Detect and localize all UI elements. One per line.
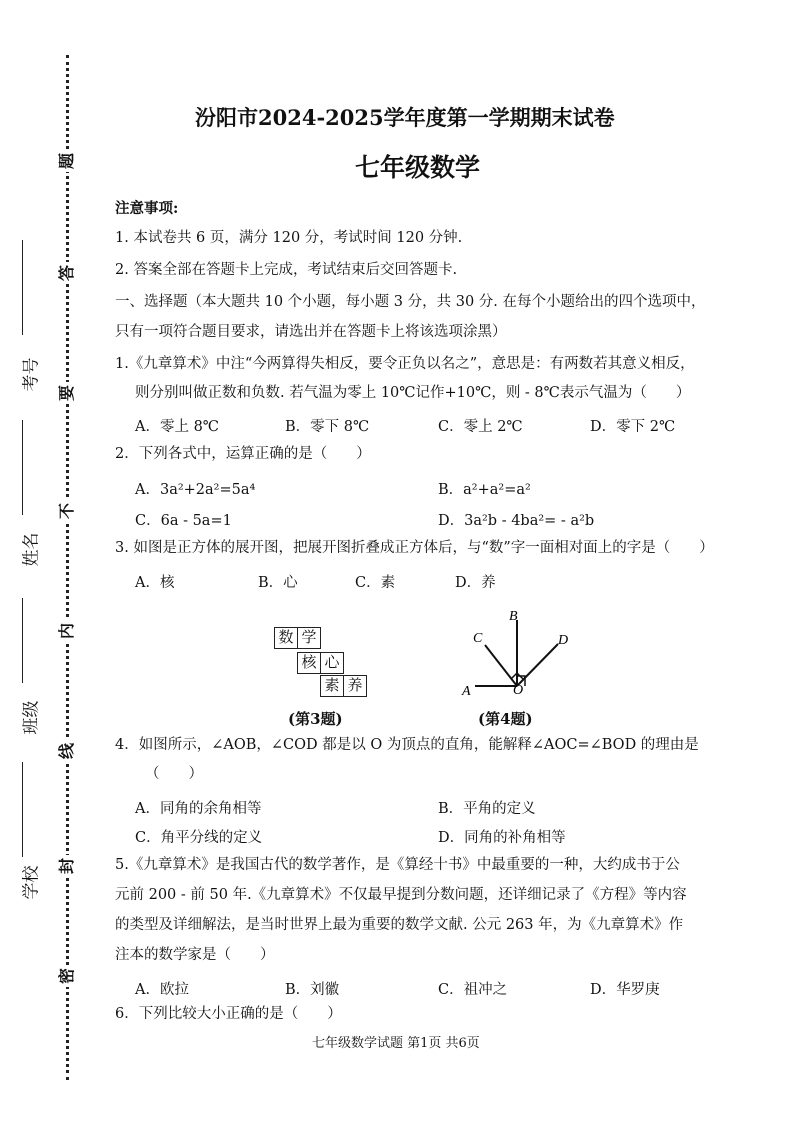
q3-option-c: C．素 <box>355 575 396 591</box>
exam-title: 汾阳市2024-2025学年度第一学期期末试卷 <box>195 105 615 130</box>
note-item: 2. 答案全部在答题卡上完成，考试结束后交回答题卡. <box>115 262 458 278</box>
field-blank <box>22 420 23 515</box>
cube-cell: 数 <box>274 627 298 649</box>
seal-char: 封 <box>56 855 78 877</box>
seal-char: 题 <box>56 150 78 172</box>
ray-oc <box>485 645 517 686</box>
q2-option-b: B．a²+a²=a² <box>438 482 531 498</box>
q2-option-a: A．3a²+2a²=5a⁴ <box>135 482 256 498</box>
field-label-exam-number: 考号 <box>21 357 42 392</box>
cube-cell: 学 <box>297 627 321 649</box>
q4-option-c: C．角平分线的定义 <box>135 830 263 846</box>
field-blank <box>22 598 23 683</box>
q3-option-a: A．核 <box>135 575 175 591</box>
q5-stem-cont: 元前 200 - 前 50 年.《九章算术》不仅最早提到分数问题，还详细记录了《方程》等内容 <box>115 887 687 903</box>
q1-option-a: A．零上 8℃ <box>135 419 220 435</box>
q4-stem: 4．如图所示，∠AOB，∠COD 都是以 O 为顶点的直角，能解释∠AOC=∠BOD 的理由是 <box>115 737 699 753</box>
seal-char: 密 <box>56 965 78 987</box>
page-footer: 七年级数学试题 第1页 共6页 <box>312 1036 480 1051</box>
label-o: O <box>513 683 524 698</box>
angle-figure <box>455 600 585 705</box>
cube-cell: 核 <box>297 652 321 674</box>
q5-stem-cont: 的类型及详细解法，是当时世界上最为重要的数学文献. 公元 263 年，为《九章算术》作 <box>115 917 684 933</box>
q3-option-b: B．心 <box>258 575 298 591</box>
q5-option-b: B．刘徽 <box>285 982 340 998</box>
cube-cell: 养 <box>343 675 367 697</box>
field-label-name: 姓名 <box>21 532 42 567</box>
seal-char: 内 <box>56 620 78 642</box>
field-label-school: 学校 <box>21 865 42 900</box>
q4-stem-cont: （ ） <box>145 766 203 782</box>
cube-cell: 心 <box>320 652 344 674</box>
notes-heading: 注意事项: <box>115 200 179 217</box>
q3-stem: 3. 如图是正方体的展开图，把展开图折叠成正方体后，与“数”字一面相对面上的字是（ ） <box>115 540 714 556</box>
q5-stem: 5.《九章算术》是我国古代的数学著作，是《算经十书》中最重要的一种，大约成书于公 <box>115 857 680 873</box>
cube-cell: 素 <box>320 675 344 697</box>
q3-option-d: D．养 <box>455 575 496 591</box>
q4-option-d: D．同角的补角相等 <box>438 830 566 846</box>
q5-option-d: D．华罗庚 <box>590 982 660 998</box>
exam-subtitle: 七年级数学 <box>355 153 481 182</box>
q6-stem: 6．下列比较大小正确的是（ ） <box>115 1006 342 1022</box>
q5-stem-cont: 注本的数学家是（ ） <box>115 947 275 963</box>
q1-stem-cont: 则分别叫做正数和负数. 若气温为零上 10℃记作+10℃，则 - 8℃表示气温为（ ） <box>135 385 691 401</box>
field-blank <box>22 762 23 857</box>
section-heading-cont: 只有一项符合题目要求，请选出并在答题卡上将该选项涂黑） <box>115 324 507 340</box>
q5-option-c: C．祖冲之 <box>438 982 508 998</box>
q1-option-c: C．零上 2℃ <box>438 419 523 435</box>
seal-char: 不 <box>56 500 78 522</box>
seal-dotted-line <box>66 55 69 1080</box>
section-heading: 一、选择题（本大题共 10 个小题，每小题 3 分，共 30 分. 在每个小题给出的四个选项中， <box>115 294 706 310</box>
figure-4-caption: (第4题) <box>478 710 533 728</box>
q2-stem: 2．下列各式中，运算正确的是（ ） <box>115 446 371 462</box>
figure-3-caption: (第3题) <box>288 710 343 728</box>
label-b: B <box>509 609 518 624</box>
q2-option-d: D．3a²b - 4ba²= - a²b <box>438 513 595 529</box>
q1-option-d: D．零下 2℃ <box>590 419 676 435</box>
seal-char: 答 <box>56 262 78 284</box>
field-blank <box>22 240 23 335</box>
seal-char: 线 <box>56 740 78 762</box>
q4-option-a: A．同角的余角相等 <box>135 801 262 817</box>
label-c: C <box>473 631 483 646</box>
q5-option-a: A．欧拉 <box>135 982 189 998</box>
field-label-class: 班级 <box>21 700 42 735</box>
note-item: 1. 本试卷共 6 页，满分 120 分，考试时间 120 分钟. <box>115 230 463 246</box>
q1-option-b: B．零下 8℃ <box>285 419 370 435</box>
label-a: A <box>462 684 471 699</box>
q1-stem: 1.《九章算术》中注“今两算得失相反，要令正负以名之”，意思是：有两数若其意义相反， <box>115 356 695 372</box>
q2-option-c: C．6a - 5a=1 <box>135 513 232 529</box>
label-d: D <box>558 633 569 648</box>
binding-margin <box>0 0 110 1121</box>
q4-option-b: B．平角的定义 <box>438 801 536 817</box>
seal-char: 要 <box>56 382 78 404</box>
